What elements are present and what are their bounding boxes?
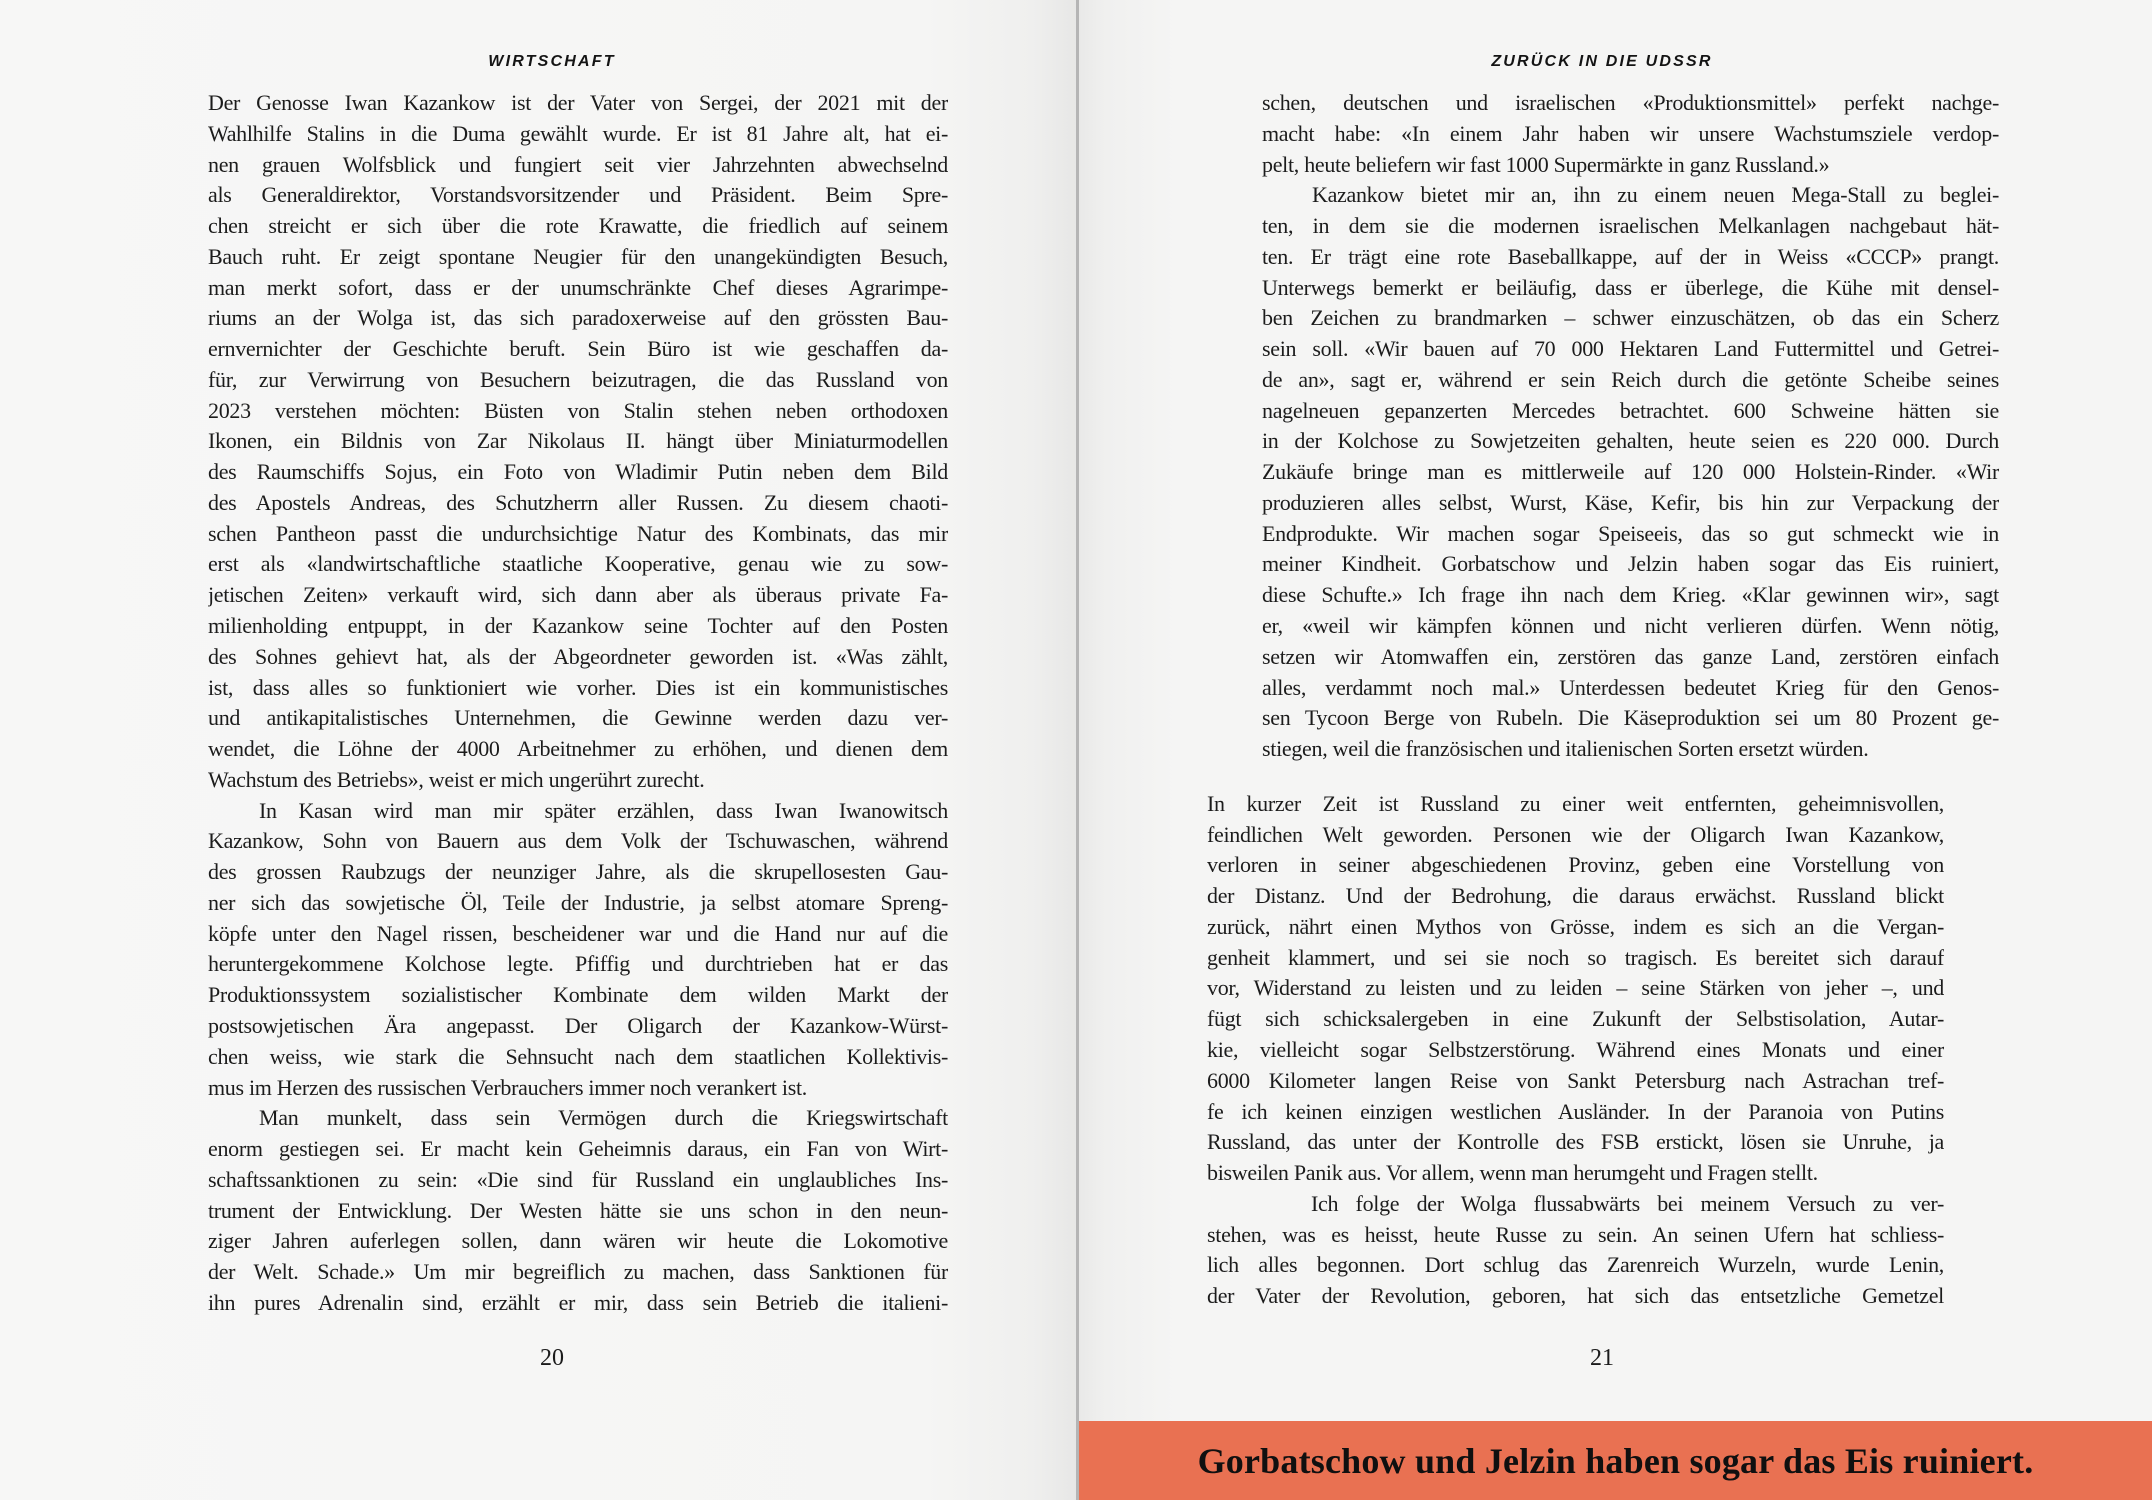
text-line: ben Zeichen zu brandmarken – schwer einzuschätzen, ob das ein Scherz <box>1262 305 1999 331</box>
paragraph <box>1207 789 1944 1189</box>
text-line: genheit klammert, und sei sie noch so tragisch. Es bereitet sich darauf <box>1207 944 1944 970</box>
text-line: erst als «landwirtschaftliche staatliche Kooperative, genau wie zu sow- <box>208 551 948 577</box>
text-line: macht habe: «In einem Jahr haben wir unsere Wachstumsziele verdop- <box>1262 120 1999 146</box>
text-line: In Kasan wird man mir später erzählen, dass Iwan Iwanowitsch <box>259 797 948 823</box>
text-line: Der Genosse Iwan Kazankow ist der Vater von Sergei, der 2021 mit der <box>208 90 948 115</box>
text-line: stiegen, weil die französischen und italienischen Sorten ersetzt würden. <box>1262 736 1869 762</box>
text-line: riums an der Wolga ist, das sich paradoxerweise auf den grössten Bau- <box>208 305 948 331</box>
text-line: des grossen Raubzugs der neunziger Jahre, als die skrupellosesten Gau- <box>208 859 948 885</box>
paragraph <box>208 1103 948 1318</box>
paragraph <box>1262 88 1999 180</box>
text-line: 6000 Kilometer langen Reise von Sankt Petersburg nach Astrachan tref- <box>1207 1067 1944 1093</box>
text-line: Zukäufe bringe man es mittlerweile auf 120 000 Holstein-Rinder. «Wir <box>1262 459 1999 485</box>
text-line: wendet, die Löhne der 4000 Arbeitnehmer zu erhöhen, und dienen dem <box>208 736 948 762</box>
text-line: Kazankow bietet mir an, ihn zu einem neuen Mega-Stall zu beglei- <box>1312 182 1999 208</box>
text-line: Kazankow, Sohn von Bauern aus dem Volk der Tschuwaschen, während <box>208 828 948 854</box>
text-line: Unterwegs bemerkt er beiläufig, dass er überlege, die Kühe mit densel- <box>1262 274 1999 300</box>
left-page-text-column <box>208 88 948 1319</box>
text-line: Russland, das unter der Kontrolle des FSB erstickt, lösen sie Unruhe, ja <box>1207 1129 1944 1155</box>
text-line: des Sohnes gehievt hat, als der Abgeordneter geworden ist. «Was zählt, <box>208 643 948 669</box>
text-line: kie, vielleicht sogar Selbstzerstörung. Während eines Monats und einer <box>1207 1036 1944 1062</box>
text-line: als Generaldirektor, Vorstandsvorsitzender und Präsident. Beim Spre- <box>208 182 948 208</box>
text-line: diese Schufte.» Ich frage ihn nach dem Krieg. «Klar gewinnen wir», sagt <box>1262 582 1999 608</box>
text-line: chen streicht er sich über die rote Krawatte, die friedlich auf seinem <box>208 213 948 239</box>
text-line: sein soll. «Wir bauen auf 70 000 Hektaren Land Futtermittel und Getrei- <box>1262 336 1999 362</box>
text-line: Ikonen, ein Bildnis von Zar Nikolaus II. hängt über Miniaturmodellen <box>208 428 948 454</box>
paragraph <box>1262 180 1999 765</box>
running-head-right: ZURÜCK IN DIE UDSSR <box>1491 53 1713 70</box>
text-line: verloren in seiner abgeschiedenen Provinz, geben eine Vorstellung von <box>1207 852 1944 878</box>
text-line: de an», sagt er, während er sein Reich durch die getönte Scheibe seines <box>1262 366 1999 392</box>
text-line: Produktionssystem sozialistischer Kombinate dem wilden Markt der <box>208 982 948 1008</box>
text-line: köpfe unter den Nagel rissen, bescheidener war und die Hand nur auf die <box>208 920 948 946</box>
text-line: ihn pures Adrenalin sind, erzählt er mir, dass sein Betrieb die italieni- <box>208 1289 948 1315</box>
page-number-left: 20 <box>540 1345 564 1371</box>
text-line: postsowjetischen Ära angepasst. Der Oligarch der Kazankow-Würst- <box>208 1012 948 1038</box>
text-line: nagelneuen gepanzerten Mercedes betrachtet. 600 Schweine hätten sie <box>1262 397 1999 423</box>
text-line: mus im Herzen des russischen Verbrauchers immer noch verankert ist. <box>208 1074 807 1100</box>
text-line: ernvernichter der Geschichte beruft. Sein Büro ist wie geschaffen da- <box>208 336 948 362</box>
text-line: jetischen Zeiten» verkauft wird, sich dann aber als überaus private Fa- <box>208 582 948 608</box>
text-line: der Distanz. Und der Bedrohung, die daraus erwächst. Russland blickt <box>1207 883 1944 909</box>
page-number-right: 21 <box>1590 1345 1614 1371</box>
text-line: sen Tycoon Berge von Rubeln. Die Käseproduktion sei um 80 Prozent ge- <box>1262 705 1999 731</box>
page-gutter-divider <box>1076 0 1079 1500</box>
text-line: der Welt. Schade.» Um mir begreiflich zu machen, dass Sanktionen für <box>208 1259 948 1285</box>
text-line: milienholding entpuppt, in der Kazankow seine Tochter auf den Posten <box>208 613 948 639</box>
text-line: fe ich keinen einzigen westlichen Ausländer. In der Paranoia von Putins <box>1207 1098 1944 1124</box>
text-line: Ich folge der Wolga flussabwärts bei meinem Versuch zu ver- <box>1311 1190 1944 1216</box>
text-line: schen Pantheon passt die undurchsichtige Natur des Kombinats, das mir <box>208 520 948 546</box>
text-line: nen grauen Wolfsblick und fungiert seit vier Jahrzehnten abwechselnd <box>208 151 948 177</box>
text-line: trument der Entwicklung. Der Westen hätte sie uns schon in den neun- <box>208 1197 948 1223</box>
pull-quote-banner <box>1079 1421 2152 1500</box>
text-line: ten. Er trägt eine rote Baseballkappe, auf der in Weiss «CCCP» prangt. <box>1262 243 1999 269</box>
text-line: und antikapitalistisches Unternehmen, die Gewinne werden dazu ver- <box>208 705 948 731</box>
text-line: Endprodukte. Wir machen sogar Speiseeis, das so gut schmeckt wie in <box>1262 520 1999 546</box>
text-line: lich alles begonnen. Dort schlug das Zarenreich Wurzeln, wurde Lenin, <box>1207 1252 1944 1278</box>
text-line: zurück, nährt einen Mythos von Grösse, indem es sich an die Vergan- <box>1207 913 1944 939</box>
text-line: enorm gestiegen sei. Er macht kein Geheimnis daraus, ein Fan von Wirt- <box>208 1136 948 1162</box>
paragraph <box>208 796 948 1104</box>
text-line: meiner Kindheit. Gorbatschow und Jelzin haben sogar das Eis ruiniert, <box>1262 551 1999 577</box>
text-line: ziger Jahren auferlegen sollen, dann wären wir heute die Lokomotive <box>208 1228 948 1254</box>
text-line: ner sich das sowjetische Öl, Teile der Industrie, ja selbst atomare Spreng- <box>208 889 948 915</box>
text-line: In kurzer Zeit ist Russland zu einer weit entfernten, geheimnisvollen, <box>1207 790 1944 816</box>
right-page <box>1079 0 2152 1500</box>
paragraph <box>1207 1189 1944 1312</box>
pull-quote-text: Gorbatschow und Jelzin haben sogar das Eis ruiniert. <box>1197 1440 2034 1481</box>
text-line: feindlichen Welt geworden. Personen wie der Oligarch Iwan Kazankow, <box>1207 821 1944 847</box>
text-line: stehen, was es heisst, heute Russe zu sein. An seinen Ufern hat schliess- <box>1207 1221 1944 1247</box>
text-line: schen, deutschen und israelischen «Produktionsmittel» perfekt nachge- <box>1262 90 1999 115</box>
text-line: man merkt sofort, dass er der unumschränkte Chef dieses Agrarimpe- <box>208 274 948 300</box>
text-line: chen weiss, wie stark die Sehnsucht nach dem staatlichen Kollektivis- <box>208 1043 948 1069</box>
text-line: für, zur Verwirrung von Besuchern beizutragen, die das Russland von <box>208 366 948 392</box>
right-page-text-column <box>1207 88 1999 1312</box>
text-line: Wachstum des Betriebs», weist er mich ungerührt zurecht. <box>208 766 705 792</box>
text-line: heruntergekommene Kolchose legte. Pfiffig und durchtrieben hat er das <box>208 951 948 977</box>
text-line: produzieren alles selbst, Wurst, Käse, Kefir, bis hin zur Verpackung der <box>1262 489 1999 515</box>
text-line: ist, dass alles so funktioniert wie vorher. Dies ist ein kommunistisches <box>208 674 948 700</box>
text-line: schaftssanktionen zu sein: «Die sind für Russland ein unglaubliches Ins- <box>208 1166 948 1192</box>
text-line: Wahlhilfe Stalins in die Duma gewählt wurde. Er ist 81 Jahre alt, hat ei- <box>208 120 948 146</box>
text-line: Man munkelt, dass sein Vermögen durch die Kriegswirtschaft <box>259 1105 948 1131</box>
text-line: setzen wir Atomwaffen ein, zerstören das ganze Land, zerstören einfach <box>1262 643 1999 669</box>
text-line: fügt sich schicksalergeben in eine Zukunft der Selbstisolation, Autar- <box>1207 1006 1944 1032</box>
text-line: er, «weil wir kämpfen können und nicht verlieren dürfen. Wenn nötig, <box>1262 613 1999 639</box>
text-line: ten, in dem sie die modernen israelischen Melkanlagen nachgebaut hät- <box>1262 213 1999 239</box>
paragraph <box>208 88 948 796</box>
text-line: des Apostels Andreas, des Schutzherrn aller Russen. Zu diesem chaoti- <box>208 489 948 515</box>
text-line: in der Kolchose zu Sowjetzeiten gehalten, heute seien es 220 000. Durch <box>1262 428 1999 454</box>
text-line: bisweilen Panik aus. Vor allem, wenn man herumgeht und Fragen stellt. <box>1207 1160 1818 1186</box>
text-line: 2023 verstehen möchten: Büsten von Stalin stehen neben orthodoxen <box>208 397 948 423</box>
text-line: des Raumschiffs Sojus, ein Foto von Wladimir Putin neben dem Bild <box>208 459 948 485</box>
text-line: der Vater der Revolution, geboren, hat sich das entsetzliche Gemetzel <box>1207 1283 1944 1309</box>
text-line: Bauch ruht. Er zeigt spontane Neugier für den unangekündigten Besuch, <box>208 243 948 269</box>
text-line: vor, Widerstand zu leisten und zu leiden – seine Stärken von jeher –, und <box>1207 975 1944 1001</box>
running-head-left: WIRTSCHAFT <box>488 53 616 70</box>
text-line: alles, verdammt noch mal.» Unterdessen bedeutet Krieg für den Genos- <box>1262 674 1999 700</box>
text-line: pelt, heute beliefern wir fast 1000 Supermärkte in ganz Russland.» <box>1262 151 1830 177</box>
